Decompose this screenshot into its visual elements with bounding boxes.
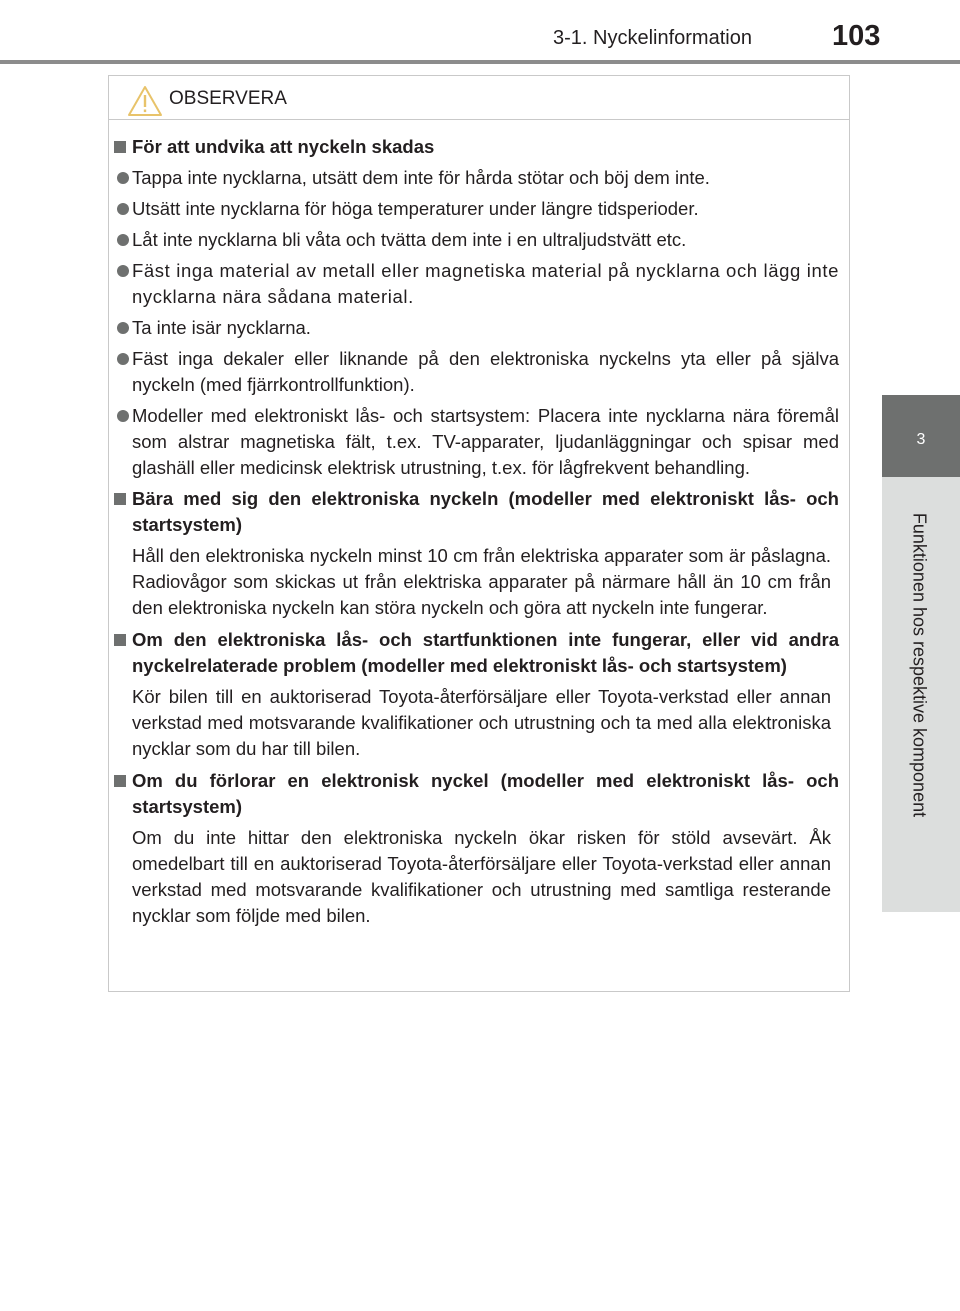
round-bullet-icon — [117, 410, 129, 422]
list-item — [109, 258, 849, 310]
section-heading-text: För att undvika att nyckeln skadas — [132, 136, 435, 157]
header-rule — [0, 60, 960, 64]
list-item-text: Modeller med elektroniskt lås- och startsystem: Placera inte nycklarna nära föremål som alstrar magnetiska fält, t.ex. TV-apparater, ljudanläggningar och spisar med glashäll eller medicinsk elektrisk utrustning, t.ex. för lågfrekvent behandling. — [132, 405, 839, 478]
section-heading-text: Om du förlorar en elektronisk nyckel (modeller med elektroniskt lås- och startsystem) — [132, 770, 839, 817]
notice-title: OBSERVERA — [169, 88, 287, 109]
list-item-text: Tappa inte nycklarna, utsätt dem inte för hårda stötar och böj dem inte. — [132, 167, 710, 188]
list-item — [109, 227, 849, 253]
notice-header — [109, 76, 849, 120]
chapter-tab — [882, 395, 960, 477]
section-heading — [109, 486, 849, 538]
square-bullet-icon — [114, 493, 126, 505]
section-heading — [109, 134, 849, 160]
square-bullet-icon — [114, 141, 126, 153]
section-heading-text: Om den elektroniska lås- och startfunktionen inte fungerar, eller vid andra nyckelrelaterade problem (modeller med elektroniskt lås- och startsystem) — [132, 629, 839, 676]
list-item-text: Fäst inga material av metall eller magnetiska material på nycklarna och lägg inte nycklarna nära sådana material. — [132, 260, 839, 307]
list-item-text: Fäst inga dekaler eller liknande på den elektroniska nyckelns yta eller på själva nyckeln (med fjärrkontrollfunktion). — [132, 348, 839, 395]
section-paragraph: Håll den elektroniska nyckeln minst 10 cm från elektriska apparater som är påslagna. Radiovågor som skickas ut från elektriska apparater på närmare håll än 10 cm från den elektroniska nyckeln kan störa nyckeln och göra att nyckeln inte fungerar. — [132, 545, 831, 618]
list-item — [109, 346, 849, 398]
section-heading-text: Bära med sig den elektroniska nyckeln (modeller med elektroniskt lås- och startsystem) — [132, 488, 839, 535]
list-item — [109, 196, 849, 222]
square-bullet-icon — [114, 634, 126, 646]
page-number: 103 — [832, 20, 881, 52]
warning-triangle-icon — [127, 85, 163, 117]
notice-box — [108, 75, 850, 992]
round-bullet-icon — [117, 353, 129, 365]
round-bullet-icon — [117, 265, 129, 277]
section-heading — [109, 768, 849, 820]
round-bullet-icon — [117, 172, 129, 184]
section-paragraph: Kör bilen till en auktoriserad Toyota-återförsäljare eller Toyota-verkstad eller annan verkstad med motsvarande kvalifikationer och utrustning och ta med alla elektroniska nycklar som du har till bilen. — [132, 686, 831, 759]
round-bullet-icon — [117, 322, 129, 334]
list-item-text: Låt inte nycklarna bli våta och tvätta dem inte i en ultraljudstvätt etc. — [132, 229, 687, 250]
list-item — [109, 165, 849, 191]
section-title: 3-1. Nyckelinformation — [553, 27, 752, 49]
round-bullet-icon — [117, 203, 129, 215]
notice-content — [109, 134, 849, 935]
list-item-text: Ta inte isär nycklarna. — [132, 317, 311, 338]
list-item-text: Utsätt inte nycklarna för höga temperaturer under längre tidsperioder. — [132, 198, 699, 219]
list-item — [109, 315, 849, 341]
list-item — [109, 403, 849, 481]
section-heading — [109, 627, 849, 679]
section-paragraph: Om du inte hittar den elektroniska nyckeln ökar risken för stöld avsevärt. Åk omedelbart till en auktoriserad Toyota-återförsäljare eller Toyota-verkstad eller annan verkstad med motsvarande kvalifikationer och utrustning med samtliga resterande nycklar som följde med bilen. — [132, 827, 831, 926]
chapter-number: 3 — [916, 431, 926, 448]
round-bullet-icon — [117, 234, 129, 246]
chapter-title: Funktionen hos respektive komponent — [909, 512, 930, 818]
square-bullet-icon — [114, 775, 126, 787]
